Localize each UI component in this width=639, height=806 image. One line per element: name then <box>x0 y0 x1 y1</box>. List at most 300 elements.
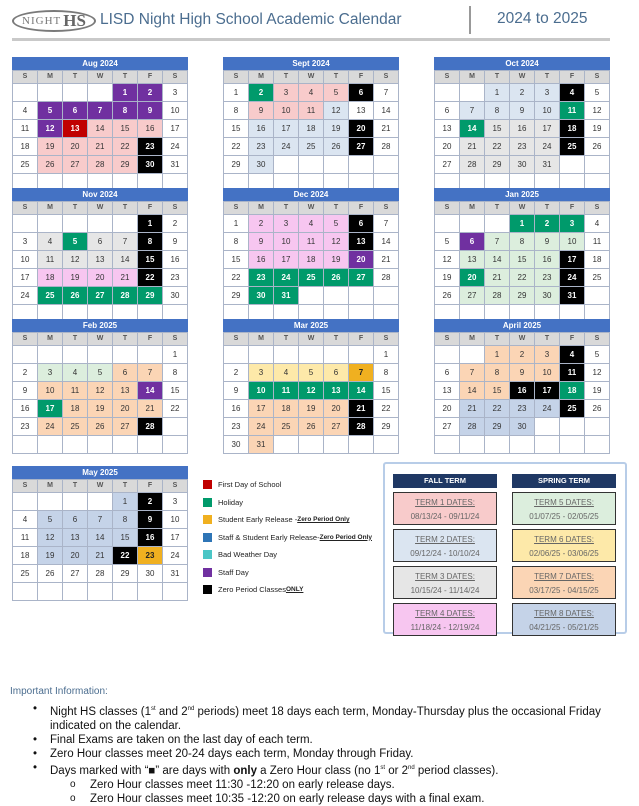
fall-term-column <box>393 474 497 636</box>
day-cell: 17 <box>535 382 560 400</box>
day-cell: 16 <box>510 120 535 138</box>
day-cell: 11 <box>13 120 38 138</box>
day-cell: 6 <box>460 233 485 251</box>
day-cell: 23 <box>138 547 163 565</box>
day-cell: 10 <box>249 382 274 400</box>
day-cell: 8 <box>485 102 510 120</box>
day-cell: 24 <box>163 138 188 156</box>
day-cell: 16 <box>510 382 535 400</box>
day-cell: 14 <box>349 382 374 400</box>
day-cell: 8 <box>113 511 138 529</box>
day-cell: 4 <box>299 84 324 102</box>
empty-cell <box>13 346 38 364</box>
day-cell: 3 <box>560 215 585 233</box>
weekday-header: F <box>138 333 163 346</box>
weekday-header: S <box>585 333 610 346</box>
empty-cell <box>349 436 374 454</box>
day-cell: 8 <box>138 233 163 251</box>
day-cell: 14 <box>88 529 113 547</box>
day-cell: 12 <box>585 102 610 120</box>
weekday-header: S <box>585 202 610 215</box>
day-cell: 5 <box>38 511 63 529</box>
weekday-header: S <box>13 333 38 346</box>
legend-label: Staff & Student Early Release- <box>218 532 320 542</box>
day-cell: 2 <box>510 84 535 102</box>
day-cell: 25 <box>560 400 585 418</box>
day-cell: 17 <box>163 529 188 547</box>
weekday-header: T <box>63 480 88 493</box>
day-cell: 25 <box>274 418 299 436</box>
day-cell: 17 <box>274 251 299 269</box>
empty-cell <box>38 346 63 364</box>
day-cell: 30 <box>249 156 274 174</box>
empty-cell <box>63 346 88 364</box>
day-cell: 1 <box>163 346 188 364</box>
empty-cell <box>38 583 63 601</box>
day-cell: 3 <box>535 346 560 364</box>
weekday-header: M <box>460 202 485 215</box>
empty-cell <box>88 215 113 233</box>
term-box <box>393 603 497 636</box>
empty-cell <box>435 436 460 454</box>
empty-cell <box>113 436 138 454</box>
day-cell: 6 <box>63 511 88 529</box>
day-cell: 2 <box>163 215 188 233</box>
day-cell: 27 <box>63 565 88 583</box>
day-cell: 4 <box>560 84 585 102</box>
weekday-header: T <box>274 71 299 84</box>
day-cell: 18 <box>560 120 585 138</box>
empty-cell <box>324 346 349 364</box>
day-cell: 1 <box>485 346 510 364</box>
legend-swatch <box>203 498 212 507</box>
day-cell: 19 <box>324 251 349 269</box>
weekday-header: M <box>460 333 485 346</box>
month-grid <box>434 201 610 323</box>
day-cell: 12 <box>324 102 349 120</box>
day-cell: 5 <box>585 346 610 364</box>
day-cell: 17 <box>249 400 274 418</box>
day-cell: 11 <box>13 529 38 547</box>
day-cell: 2 <box>138 84 163 102</box>
day-cell: 28 <box>460 418 485 436</box>
day-cell: 9 <box>535 233 560 251</box>
weekday-header: W <box>510 333 535 346</box>
empty-cell <box>299 436 324 454</box>
day-cell: 20 <box>435 138 460 156</box>
day-cell: 5 <box>63 233 88 251</box>
day-cell: 7 <box>374 215 399 233</box>
empty-cell <box>163 436 188 454</box>
weekday-header: T <box>535 333 560 346</box>
legend-item <box>203 511 388 528</box>
term-box <box>393 566 497 599</box>
day-cell: 3 <box>274 84 299 102</box>
day-cell: 13 <box>349 233 374 251</box>
day-cell: 17 <box>13 269 38 287</box>
day-cell: 15 <box>374 382 399 400</box>
empty-cell <box>324 156 349 174</box>
month-grid <box>12 479 188 601</box>
weekday-header: W <box>88 71 113 84</box>
month-grid <box>434 332 610 454</box>
day-cell: 6 <box>113 364 138 382</box>
day-cell: 27 <box>349 138 374 156</box>
day-cell: 7 <box>485 233 510 251</box>
important-info-list <box>50 702 620 806</box>
empty-cell <box>374 436 399 454</box>
day-cell: 8 <box>224 233 249 251</box>
info-subitem: o Zero Hour classes meet 10:35 -12:20 on early release days with a final exam. <box>50 792 620 806</box>
empty-cell <box>374 287 399 305</box>
day-cell: 7 <box>374 84 399 102</box>
day-cell: 21 <box>349 400 374 418</box>
weekday-header: S <box>163 202 188 215</box>
day-cell: 13 <box>460 251 485 269</box>
weekday-header: S <box>163 333 188 346</box>
month-calendar <box>223 319 399 454</box>
weekday-header: T <box>485 202 510 215</box>
day-cell: 20 <box>349 251 374 269</box>
day-cell: 17 <box>535 120 560 138</box>
month-title: May 2025 <box>12 466 188 479</box>
empty-cell <box>13 215 38 233</box>
day-cell: 29 <box>224 156 249 174</box>
weekday-header: S <box>435 333 460 346</box>
day-cell: 12 <box>299 382 324 400</box>
day-cell: 3 <box>13 233 38 251</box>
weekday-header: T <box>274 333 299 346</box>
day-cell: 29 <box>224 287 249 305</box>
weekday-header: S <box>374 333 399 346</box>
empty-cell <box>138 583 163 601</box>
empty-cell <box>38 436 63 454</box>
weekday-header: T <box>485 71 510 84</box>
day-cell: 29 <box>138 287 163 305</box>
legend-swatch <box>203 515 212 524</box>
weekday-header: M <box>249 202 274 215</box>
legend-label: Student Early Release - <box>218 515 298 524</box>
day-cell: 31 <box>163 565 188 583</box>
empty-cell <box>349 346 374 364</box>
weekday-header: S <box>374 71 399 84</box>
day-cell: 11 <box>299 233 324 251</box>
legend-item <box>203 476 388 493</box>
weekday-header: W <box>299 202 324 215</box>
day-cell: 11 <box>299 102 324 120</box>
day-cell: 27 <box>349 269 374 287</box>
day-cell: 29 <box>485 156 510 174</box>
day-cell: 28 <box>88 565 113 583</box>
empty-cell <box>585 436 610 454</box>
day-cell: 11 <box>585 233 610 251</box>
day-cell: 1 <box>510 215 535 233</box>
day-cell: 30 <box>510 156 535 174</box>
empty-cell <box>274 436 299 454</box>
day-cell: 20 <box>63 138 88 156</box>
month-calendar <box>12 57 188 192</box>
day-cell: 31 <box>163 156 188 174</box>
weekday-header: W <box>299 71 324 84</box>
day-cell: 15 <box>138 251 163 269</box>
day-cell: 18 <box>299 120 324 138</box>
legend-item <box>203 494 388 511</box>
weekday-header: M <box>249 333 274 346</box>
empty-cell <box>88 493 113 511</box>
day-cell: 9 <box>138 511 163 529</box>
day-cell: 26 <box>63 287 88 305</box>
day-cell: 19 <box>324 120 349 138</box>
day-cell: 24 <box>38 418 63 436</box>
weekday-header: W <box>510 71 535 84</box>
day-cell: 28 <box>374 269 399 287</box>
day-cell: 9 <box>224 382 249 400</box>
empty-cell <box>38 215 63 233</box>
month-title: Oct 2024 <box>434 57 610 70</box>
header-divider <box>469 6 471 34</box>
day-cell: 12 <box>585 364 610 382</box>
day-cell: 12 <box>38 529 63 547</box>
day-cell: 20 <box>349 120 374 138</box>
day-cell: 9 <box>249 233 274 251</box>
day-cell: 29 <box>374 418 399 436</box>
day-cell: 15 <box>224 251 249 269</box>
day-cell: 18 <box>63 400 88 418</box>
day-cell: 8 <box>485 364 510 382</box>
empty-cell <box>113 215 138 233</box>
day-cell: 2 <box>224 364 249 382</box>
empty-cell <box>274 346 299 364</box>
term-dates: 11/18/24 - 12/19/24 <box>410 623 480 632</box>
day-cell: 4 <box>13 511 38 529</box>
day-cell: 10 <box>38 382 63 400</box>
empty-cell <box>63 436 88 454</box>
day-cell: 24 <box>274 269 299 287</box>
page-title: LISD Night High School Academic Calendar <box>100 11 402 28</box>
term-dates: 04/21/25 - 05/21/25 <box>529 623 599 632</box>
empty-cell <box>560 418 585 436</box>
day-cell: 24 <box>13 287 38 305</box>
day-cell: 14 <box>460 120 485 138</box>
month-title: April 2025 <box>434 319 610 332</box>
month-title: Sept 2024 <box>223 57 399 70</box>
empty-cell <box>163 583 188 601</box>
day-cell: 3 <box>163 493 188 511</box>
day-cell: 14 <box>374 233 399 251</box>
day-cell: 11 <box>63 382 88 400</box>
empty-cell <box>13 583 38 601</box>
empty-cell <box>324 436 349 454</box>
empty-cell <box>485 215 510 233</box>
weekday-header: S <box>585 71 610 84</box>
day-cell: 20 <box>460 269 485 287</box>
term-dates: 02/06/25 - 03/06/25 <box>529 549 599 558</box>
weekday-header: W <box>88 202 113 215</box>
weekday-header: T <box>324 333 349 346</box>
day-cell: 15 <box>510 251 535 269</box>
day-cell: 26 <box>324 269 349 287</box>
day-cell: 2 <box>510 346 535 364</box>
day-cell: 6 <box>435 364 460 382</box>
day-cell: 26 <box>435 287 460 305</box>
empty-cell <box>535 418 560 436</box>
empty-cell <box>274 156 299 174</box>
month-title: Dec 2024 <box>223 188 399 201</box>
empty-cell <box>460 215 485 233</box>
day-cell: 27 <box>113 418 138 436</box>
info-item: • Night HS classes (1st and 2nd periods) meet 18 days each term, Monday-Thursday plus the occasional Friday indicated on the calendar. <box>50 702 620 733</box>
empty-cell <box>63 493 88 511</box>
day-cell: 25 <box>299 269 324 287</box>
day-cell: 8 <box>374 364 399 382</box>
month-grid <box>223 201 399 323</box>
empty-cell <box>88 84 113 102</box>
legend-swatch <box>203 480 212 489</box>
day-cell: 9 <box>138 102 163 120</box>
day-cell: 4 <box>560 346 585 364</box>
day-cell: 23 <box>535 269 560 287</box>
day-cell: 19 <box>63 269 88 287</box>
month-grid <box>12 70 188 192</box>
day-cell: 10 <box>535 364 560 382</box>
day-cell: 22 <box>113 138 138 156</box>
day-cell: 22 <box>485 400 510 418</box>
day-cell: 29 <box>485 418 510 436</box>
day-cell: 1 <box>113 84 138 102</box>
day-cell: 21 <box>113 269 138 287</box>
empty-cell <box>13 84 38 102</box>
weekday-header: F <box>349 333 374 346</box>
day-cell: 28 <box>88 156 113 174</box>
day-cell: 9 <box>510 102 535 120</box>
day-cell: 27 <box>88 287 113 305</box>
day-cell: 26 <box>299 418 324 436</box>
weekday-header: T <box>274 202 299 215</box>
empty-cell <box>460 436 485 454</box>
day-cell: 23 <box>249 138 274 156</box>
day-cell: 2 <box>249 84 274 102</box>
empty-cell <box>88 346 113 364</box>
day-cell: 4 <box>13 102 38 120</box>
month-grid <box>434 70 610 192</box>
day-cell: 3 <box>249 364 274 382</box>
term-dates: 08/13/24 - 09/11/24 <box>410 512 480 521</box>
day-cell: 13 <box>88 251 113 269</box>
day-cell: 25 <box>560 138 585 156</box>
day-cell: 12 <box>88 382 113 400</box>
weekday-header: T <box>535 71 560 84</box>
day-cell: 14 <box>374 102 399 120</box>
day-cell: 24 <box>274 138 299 156</box>
term-dates: 09/12/24 - 10/10/24 <box>410 549 480 558</box>
day-cell: 13 <box>63 120 88 138</box>
day-cell: 23 <box>510 138 535 156</box>
empty-cell <box>113 346 138 364</box>
weekday-header: T <box>113 480 138 493</box>
legend-item <box>203 529 388 546</box>
school-year: 2024 to 2025 <box>497 10 588 27</box>
weekday-header: M <box>38 202 63 215</box>
term-dates: 10/15/24 - 11/14/24 <box>410 586 480 595</box>
day-cell: 6 <box>349 215 374 233</box>
day-cell: 4 <box>299 215 324 233</box>
day-cell: 22 <box>224 269 249 287</box>
day-cell: 30 <box>249 287 274 305</box>
day-cell: 10 <box>274 102 299 120</box>
day-cell: 9 <box>163 233 188 251</box>
term-box <box>512 603 616 636</box>
day-cell: 26 <box>38 156 63 174</box>
day-cell: 17 <box>560 251 585 269</box>
weekday-header: S <box>374 202 399 215</box>
empty-cell <box>299 156 324 174</box>
month-title: Aug 2024 <box>12 57 188 70</box>
term-dates: 01/07/25 - 02/05/25 <box>529 512 599 521</box>
month-title: Nov 2024 <box>12 188 188 201</box>
empty-cell <box>560 436 585 454</box>
day-cell: 28 <box>485 287 510 305</box>
day-cell: 18 <box>560 382 585 400</box>
empty-cell <box>38 84 63 102</box>
month-grid <box>12 201 188 323</box>
weekday-header: S <box>163 71 188 84</box>
day-cell: 7 <box>460 364 485 382</box>
term-box <box>393 529 497 562</box>
day-cell: 17 <box>274 120 299 138</box>
month-calendar <box>434 319 610 454</box>
day-cell: 16 <box>224 400 249 418</box>
empty-cell <box>138 346 163 364</box>
term-box <box>512 529 616 562</box>
day-cell: 19 <box>299 400 324 418</box>
day-cell: 16 <box>13 400 38 418</box>
day-cell: 18 <box>13 138 38 156</box>
weekday-header: F <box>560 71 585 84</box>
month-calendar <box>12 319 188 454</box>
term-name: TERM 3 DATES: <box>415 572 475 581</box>
day-cell: 25 <box>38 287 63 305</box>
day-cell: 5 <box>88 364 113 382</box>
day-cell: 21 <box>460 400 485 418</box>
day-cell: 16 <box>163 251 188 269</box>
legend-item <box>203 564 388 581</box>
month-calendar <box>12 188 188 323</box>
day-cell: 7 <box>88 102 113 120</box>
day-cell: 15 <box>113 529 138 547</box>
day-cell: 26 <box>585 138 610 156</box>
empty-cell <box>535 436 560 454</box>
day-cell: 23 <box>163 269 188 287</box>
day-cell: 25 <box>585 269 610 287</box>
day-cell: 27 <box>460 287 485 305</box>
day-cell: 22 <box>510 269 535 287</box>
day-cell: 30 <box>510 418 535 436</box>
legend-swatch <box>203 585 212 594</box>
day-cell: 29 <box>113 565 138 583</box>
day-cell: 10 <box>535 102 560 120</box>
legend-item <box>203 546 388 563</box>
empty-cell <box>585 287 610 305</box>
empty-cell <box>560 156 585 174</box>
day-cell: 1 <box>224 84 249 102</box>
weekday-header: T <box>324 71 349 84</box>
legend-emphasis: Zero Period Only <box>319 533 372 541</box>
day-cell: 13 <box>324 382 349 400</box>
legend-label: Staff Day <box>218 567 249 577</box>
weekday-header: S <box>224 71 249 84</box>
day-cell: 13 <box>435 382 460 400</box>
day-cell: 15 <box>113 120 138 138</box>
